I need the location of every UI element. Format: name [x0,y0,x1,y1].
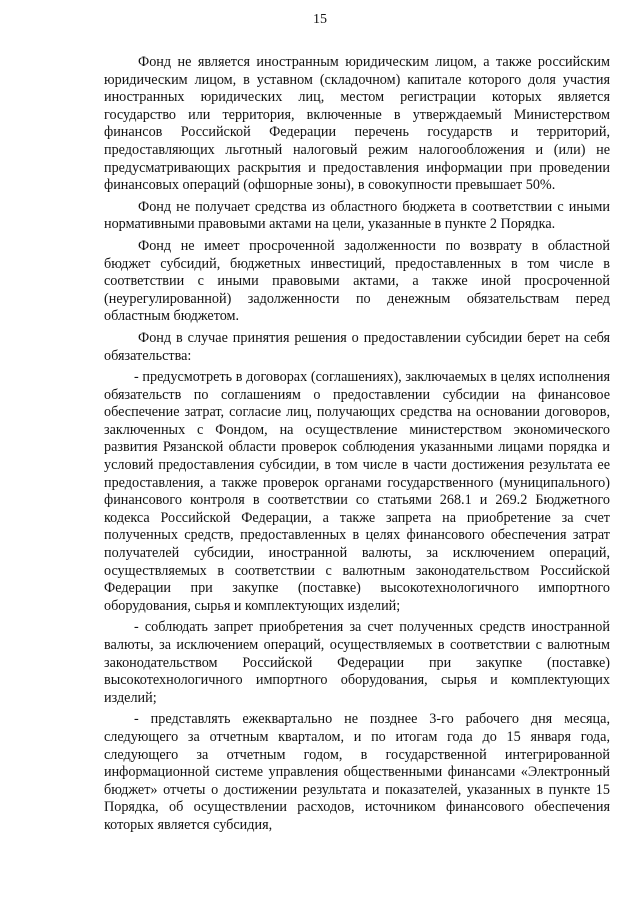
obligation-item-currency-ban: - соблюдать запрет приобретения за счет полученных средств иностранной валюты, за исключением операций, осуществляемых в соответствии с валютным законодательством Российской Федерации при закупке (поставке) высокотехнологичного импортного оборудования, сырья и комплектующих изделий; [104,619,610,706]
document-body [104,54,610,839]
obligation-item-reporting: - представлять ежеквартально не позднее 3-го рабочего дня месяца, следующего за отчетным кварталом, и по итогам года до 15 января года, следующего за отчетным годом, в государственной интегрированной информационной системе управления общественными финансами «Электронный бюджет» отчеты о достижении результата и показателей, указанных в пункте 15 Порядка, об осуществлении расходов, источником финансового обеспечения которых является субсидия, [104,711,610,833]
paragraph-obligations-intro: Фонд в случае принятия решения о предоставлении субсидии берет на себя обязательства: [104,329,610,364]
page-number: 15 [313,12,327,27]
obligation-item-contracts: - предусмотреть в договорах (соглашениях), заключаемых в целях исполнения обязательств по соглашениям о предоставлении субсидии на финансовое обеспечение затрат, согласие лиц, получающих средства на основании договоров, заключенных с Фондом, на осуществление министерством экономического развития Рязанской области проверок соблюдения указанными лицами порядка и условий предоставления субсидии, в том числе в части достижения результата ее предоставления, а также проверок органами государственного (муниципального) финансового контроля в соответствии со статьями 268.1 и 269.2 Бюджетного кодекса Российской Федерации, а также запрета на приобретение за счет полученных средств, предоставленных в целях финансового обеспечения затрат получателей субсидии, иностранной валюты, за исключением операций, осуществляемых в соответствии с валютным законодательством Российской Федерации при закупке (поставке) высокотехнологичного импортного оборудования, сырья и комплектующих изделий; [104,369,610,614]
paragraph-offshore-status: Фонд не является иностранным юридическим лицом, а также российским юридическим лицом, в уставном (складочном) капитале которого доля участия иностранных юридических лиц, местом регистрации которых является государство или территория, включенные в утверждаемый Министерством финансов Российской Федерации перечень государств и территорий, предоставляющих льготный налоговый режим налогообложения и (или) не предусматривающих раскрытия и предоставления информации при проведении финансовых операций (офшорные зоны), в совокупности превышает 50%. [104,54,610,194]
paragraph-no-overdue-debt: Фонд не имеет просроченной задолженности по возврату в областной бюджет субсидий, бюджетных инвестиций, предоставленных в том числе в соответствии с иными правовыми актами, а также иной просроченной (неурегулированной) задолженности по денежным обязательствам перед областным бюджетом. [104,237,610,325]
paragraph-no-other-budget-funds: Фонд не получает средства из областного бюджета в соответствии с иными нормативными правовыми актами на цели, указанные в пункте 2 Порядка. [104,198,610,233]
